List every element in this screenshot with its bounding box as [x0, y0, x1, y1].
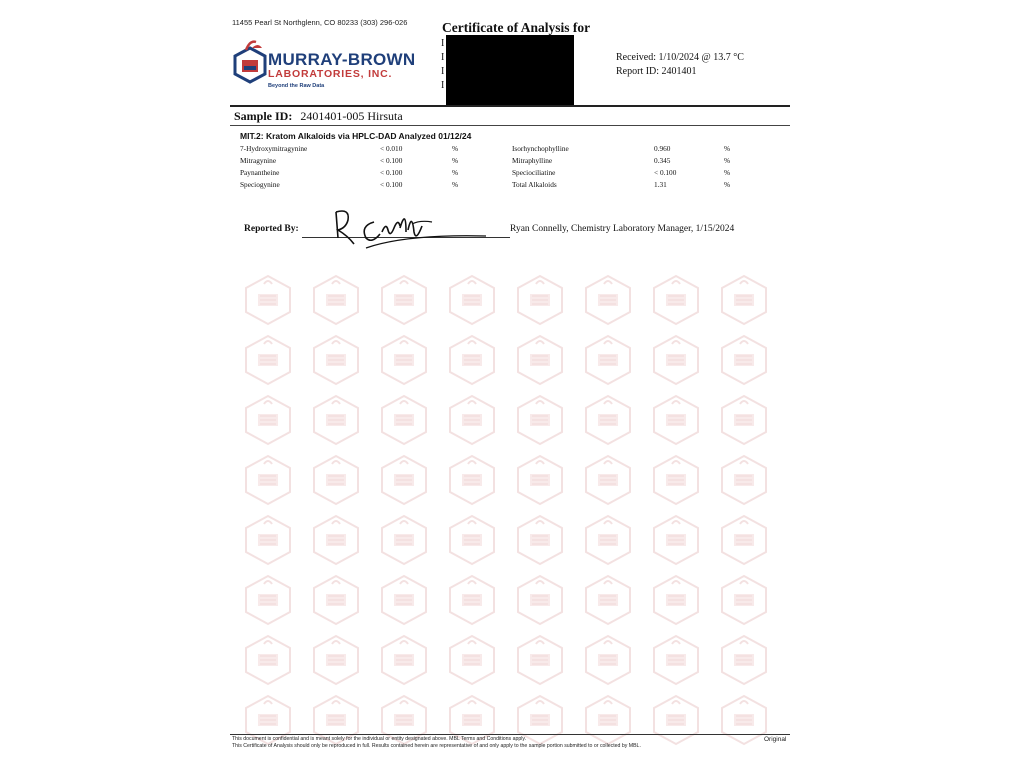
- sample-divider: [230, 125, 790, 126]
- analyte-name: Paynantheine: [240, 168, 280, 177]
- reported-by-label: Reported By:: [244, 224, 299, 234]
- analyte-name: Isorhynchophylline: [512, 144, 569, 153]
- original-label: Original: [764, 736, 787, 743]
- analyte-name: Speciociliatine: [512, 168, 556, 177]
- analyte-unit: %: [724, 144, 731, 153]
- certificate-title: Certificate of Analysis for: [442, 20, 591, 35]
- analyte-unit: %: [452, 168, 459, 177]
- signer-name: Ryan Connelly, Chemistry Laboratory Manager, 1/15/2024: [510, 224, 735, 234]
- analyte-name: 7-Hydroxymitragynine: [240, 144, 308, 153]
- footer-divider: [230, 734, 790, 735]
- analyte-unit: %: [724, 156, 731, 165]
- redacted-letter: I: [441, 66, 445, 77]
- analyte-value: 1.31: [654, 180, 667, 189]
- analyte-name: Total Alkaloids: [512, 180, 557, 189]
- footer-disclaimer: [232, 736, 641, 749]
- logo-tagline: Beyond the Raw Data: [268, 83, 325, 89]
- analyte-name: Mitragynine: [240, 156, 277, 165]
- sample-id: [234, 109, 403, 124]
- redacted-letter: I: [441, 52, 445, 63]
- hexagon-logo-icon: [232, 38, 268, 88]
- analyte-value: < 0.100: [380, 168, 403, 177]
- sample-id-label: Sample ID:: [234, 109, 293, 123]
- handwritten-signature: [326, 204, 506, 254]
- redacted-letter: I: [441, 80, 445, 91]
- analyte-name: Speciogynine: [240, 180, 280, 189]
- method-title: MIT.2: Kratom Alkaloids via HPLC-DAD Analyzed 01/12/24: [240, 131, 472, 141]
- analyte-value: 0.345: [654, 156, 671, 165]
- sample-id-value: 2401401-005 Hirsuta: [300, 109, 403, 123]
- analyte-unit: %: [724, 168, 731, 177]
- analyte-value: < 0.010: [380, 144, 403, 153]
- logo-name: MURRAY-BROWN: [268, 50, 416, 69]
- logo-subtitle: LABORATORIES, INC.: [268, 68, 393, 80]
- analyte-value: 0.960: [654, 144, 671, 153]
- received-info: Received: 1/10/2024 @ 13.7 °C: [616, 52, 744, 63]
- certificate-page: [228, 14, 806, 750]
- analyte-unit: %: [452, 156, 459, 165]
- analyte-value: < 0.100: [654, 168, 677, 177]
- lab-logo: [230, 32, 420, 94]
- analyte-name: Mitraphylline: [512, 156, 553, 165]
- analyte-value: < 0.100: [380, 180, 403, 189]
- analyte-unit: %: [452, 180, 459, 189]
- report-id: Report ID: 2401401: [616, 66, 697, 77]
- footer-line: This Certificate of Analysis should only be reproduced in full. Results contained herein are representative of and only apply to the sample portion submitted to or collected by MBL.: [232, 742, 641, 749]
- analyte-value: < 0.100: [380, 156, 403, 165]
- redaction-block: [446, 35, 574, 105]
- lab-address: 11455 Pearl St Northglenn, CO 80233 (303) 296-026: [232, 18, 408, 27]
- redacted-letter: I: [441, 38, 445, 49]
- analyte-unit: %: [452, 144, 459, 153]
- watermark-pattern: [234, 270, 782, 748]
- footer-line: This document is confidential and is meant solely for the individual or entity designated above. MBL Terms and Conditions apply.: [232, 736, 527, 742]
- analyte-unit: %: [724, 180, 731, 189]
- header-divider: [230, 105, 790, 107]
